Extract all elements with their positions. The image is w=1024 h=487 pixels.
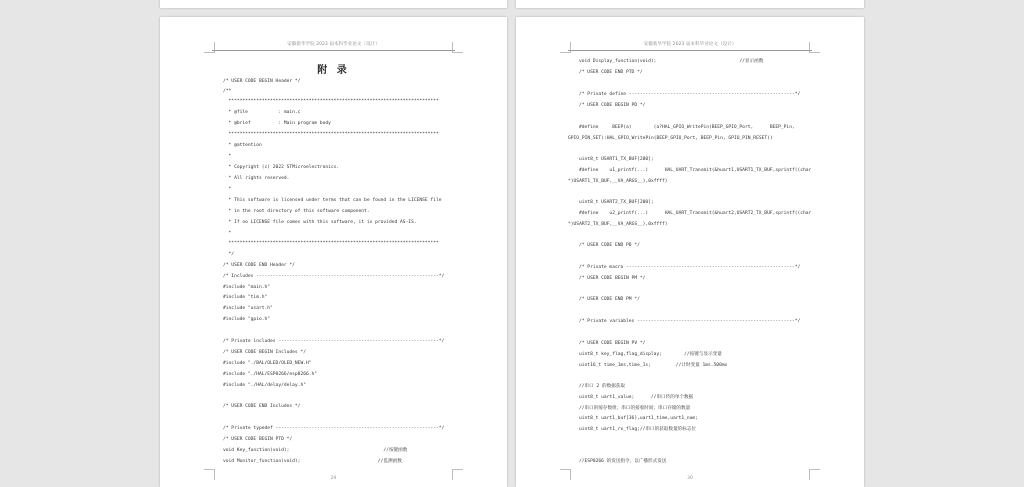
code-line: /* Private variables ---------------------------------------------------------*/ bbox=[579, 319, 801, 324]
corner-mark bbox=[160, 0, 170, 8]
code-line: #define u1_printf(...) HAL_UART_Transmit(&huart1,USART1_TX_BUF,sprintf((char bbox=[579, 168, 812, 173]
code-line: #define u2_printf(...) HAL_UART_Transmit(&huart2,USART2_TX_BUF,sprintf((char bbox=[579, 211, 812, 216]
code-line: #include "main.h" bbox=[223, 285, 271, 290]
code-line: /* USER CODE BEGIN PD */ bbox=[579, 103, 646, 108]
code-line: **************************************************************************** bbox=[223, 99, 439, 104]
code-line: #include "./BAL/OLED/OLED_NEW.H" bbox=[223, 361, 312, 366]
code-line: /* Private define ------------------------------------------------------------*/ bbox=[579, 92, 801, 97]
code-line: /* USER CODE BEGIN PTD */ bbox=[223, 437, 293, 442]
code-line: /* Private macro -------------------------------------------------------------*/ bbox=[579, 265, 801, 270]
code-line: uint16_t time_1ms,time_1s; //计时变量 1ms.500ms bbox=[579, 363, 728, 368]
code-line: #include "gpio.h" bbox=[223, 317, 271, 322]
code-line: #include "tim.h" bbox=[223, 295, 268, 300]
code-line: * If no LICENSE file comes with this software, it is provided AS-IS. bbox=[223, 220, 417, 225]
code-line: #include "./HAL/ESP8266/esp8266.h" bbox=[223, 372, 318, 377]
code-line: /* USER CODE END PD */ bbox=[579, 243, 640, 248]
code-line: /* USER CODE END PM */ bbox=[579, 297, 640, 302]
code-line: /* Includes ------------------------------------------------------------------*/ bbox=[223, 274, 445, 279]
page-header: 安徽新华学院 2023 届本科毕业论文（设计） bbox=[287, 42, 380, 47]
code-line: #define BEEP(a) (a?HAL_GPIO_WritePin(BEEP_GPIO_Port, BEEP_Pin, bbox=[579, 125, 795, 130]
code-line: * bbox=[223, 187, 232, 192]
appendix-title: 附 录 bbox=[317, 65, 350, 76]
code-line: * in the root directory of this software component. bbox=[223, 209, 370, 214]
code-line: * This software is licensed under terms that can be found in the LICENSE file bbox=[223, 198, 442, 203]
code-line: *)USART1_TX_BUF,__VA_ARGS__),0xffff) bbox=[568, 179, 668, 184]
code-line: void Key_function(void); //按键函数 bbox=[223, 448, 408, 453]
code-line: /* USER CODE BEGIN PV */ bbox=[579, 341, 646, 346]
code-line: //ESP8266 的发送指令，以广播形式发送 bbox=[579, 459, 667, 464]
code-line: #include "./HAL/delay/delay.h" bbox=[223, 383, 306, 388]
document-page-right bbox=[516, 17, 864, 487]
code-line: * @file : main.c bbox=[223, 110, 301, 115]
code-line: /* Private includes ----------------------------------------------------------*/ bbox=[223, 339, 445, 344]
code-line: /* USER CODE END Includes */ bbox=[223, 404, 301, 409]
code-line: //串口的缓存数组；串口的接收时间；串口存储的数量 bbox=[579, 406, 691, 411]
code-line: uint8_t key_flag,flag_display; //按键与显示变量 bbox=[579, 352, 722, 357]
previous-page-left bbox=[160, 0, 507, 8]
code-line: uint8_t uart1_buf[36],uart1_time,uart1_num; bbox=[579, 416, 698, 421]
code-line: **************************************************************************** bbox=[223, 132, 439, 137]
code-line: /* Private typedef -----------------------------------------------------------*/ bbox=[223, 426, 445, 431]
code-line: //串口 2 的数据获取 bbox=[579, 384, 625, 389]
code-line: */ bbox=[223, 252, 235, 257]
code-line: uint8_t uart1_rx_flag;//串口的获取数量的标志位 bbox=[579, 427, 696, 432]
code-line: **************************************************************************** bbox=[223, 241, 439, 246]
code-line: * All rights reserved. bbox=[223, 176, 290, 181]
code-line: /* USER CODE BEGIN Includes */ bbox=[223, 350, 306, 355]
code-line: * @brief : Main program body bbox=[223, 121, 331, 126]
code-line: /* USER CODE END Header */ bbox=[223, 263, 295, 268]
code-line: * @attention bbox=[223, 143, 262, 148]
previous-page-right bbox=[516, 0, 864, 8]
code-line: uint8_t USART2_TX_BUF[200]; bbox=[579, 200, 654, 205]
code-line: /* USER CODE BEGIN PM */ bbox=[579, 276, 646, 281]
document-page-left bbox=[160, 17, 507, 487]
header-rule bbox=[568, 50, 812, 51]
page-number: 29 bbox=[330, 476, 337, 481]
code-line: * Copyright (c) 2022 STMicroelectronics. bbox=[223, 165, 340, 170]
code-line: uint8_t uart1_value; //串口传的单个数据 bbox=[579, 395, 694, 400]
header-rule bbox=[212, 50, 455, 51]
page-number: 30 bbox=[687, 476, 693, 481]
code-line: #include "usart.h" bbox=[223, 306, 273, 311]
code-line: /** bbox=[223, 89, 232, 94]
code-line: *)USART2_TX_BUF,__VA_ARGS__),0xffff) bbox=[568, 222, 668, 227]
code-line: void Display_function(void); //显示函数 bbox=[579, 59, 764, 64]
code-line: /* USER CODE END PTD */ bbox=[579, 70, 643, 75]
code-line: /* USER CODE BEGIN Header */ bbox=[223, 79, 301, 84]
code-line: * bbox=[223, 231, 232, 236]
code-line: GPIO_PIN_SET):HAL_GPIO_WritePin(BEEP_GPIO_Port, BEEP_Pin, GPIO_PIN_RESET)) bbox=[568, 136, 773, 141]
code-line: uint8_t USART1_TX_BUF[200]; bbox=[579, 157, 654, 162]
code-line: * bbox=[223, 154, 232, 159]
page-header: 安徽新华学院 2023 届本科毕业论文（设计） bbox=[643, 42, 737, 47]
code-line: void Monitor_function(void); //监测函数 bbox=[223, 459, 402, 464]
